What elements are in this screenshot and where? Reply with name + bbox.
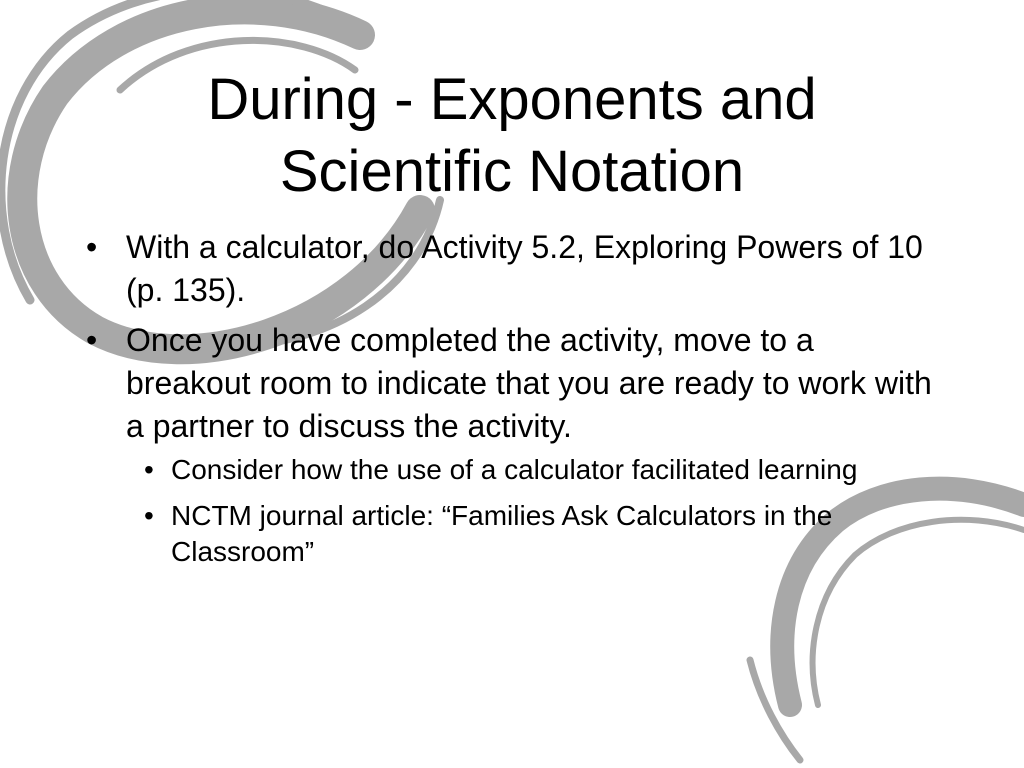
bullet-glyph: •	[86, 229, 98, 265]
bullet-item-2	[84, 319, 934, 570]
sub-bullet-text: NCTM journal article: “Families Ask Calculators in the Classroom”	[171, 500, 833, 567]
slide-title: During - Exponents and Scientific Notation	[207, 67, 817, 204]
slide-body	[84, 226, 934, 580]
bullet-item-1	[84, 226, 934, 312]
sub-bullet-glyph: •	[144, 454, 154, 485]
sub-bullet-text: Consider how the use of a calculator facilitated learning	[171, 454, 858, 485]
bullet-glyph: •	[86, 322, 98, 358]
bullet-text: Once you have completed the activity, move to a breakout room to indicate that you are ready to work with a partner to discuss the activity.	[126, 322, 932, 444]
sub-bullet-glyph: •	[144, 500, 154, 531]
sub-bullet-list	[126, 452, 934, 570]
bullet-text: With a calculator, do Activity 5.2, Exploring Powers of 10 (p. 135).	[126, 229, 923, 308]
bullet-list	[84, 226, 934, 570]
sub-bullet-item-2	[126, 498, 934, 570]
sub-bullet-item-1	[126, 452, 934, 488]
